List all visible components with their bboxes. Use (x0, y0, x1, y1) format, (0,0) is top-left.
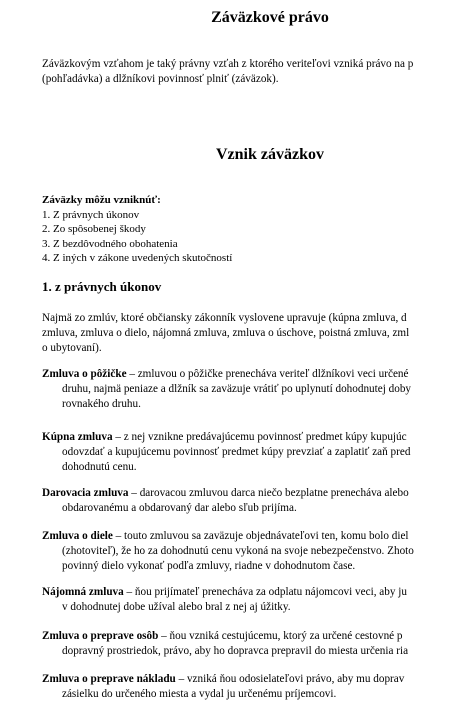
list-item: 1. Z právnych úkonov (42, 208, 140, 221)
contract-desc: – darovacou zmluvou darca niečo bezplatne prenecháva alebo (128, 487, 409, 499)
contract-term: Zmluva o diele (42, 530, 113, 542)
contract-desc-line: povinný dielo vykonať podľa zmluvy, riadne v dohodnutom čase. (62, 560, 356, 572)
contract-item (42, 629, 453, 659)
contract-term: Kúpna zmluva (42, 431, 113, 443)
contract-desc-line: zásielku do určeného miesta a vydal ju určenému príjemcovi. (62, 688, 337, 700)
contract-desc-line: obdarovanému a obdarovaný dar alebo sľub prijíma. (62, 502, 297, 514)
contract-desc-line: rovnakého druhu. (62, 398, 141, 410)
contract-item (42, 430, 453, 475)
sources-list (42, 193, 232, 266)
contract-item (42, 486, 453, 516)
sources-heading: Záväzky môžu vzniknúť: (42, 194, 161, 206)
contract-term: Nájomná zmluva (42, 586, 124, 598)
subsection-title: 1. z právnych úkonov (42, 279, 162, 294)
contract-desc: – ňou vzniká cestujúcemu, ktorý za určené cestovné p (158, 630, 403, 642)
contract-desc-line: v dohodnutej dobe užíval alebo bral z nej aj úžitky. (62, 601, 291, 613)
document-title: Záväzkové právo (211, 9, 329, 26)
subsection-intro-line: zmluva, zmluva o dielo, nájomná zmluva, zmluva o úschove, poistná zmluva, zml (42, 327, 410, 339)
contract-item (42, 672, 453, 702)
intro-line: (pohľadávka) a dlžníkovi povinnosť plniť (záväzok). (42, 73, 279, 85)
contract-desc-line: odovzdať a kupujúcemu povinnosť predmet kúpy prevziať a zaplatiť zaň pred (62, 446, 411, 458)
contract-desc: – ňou prijímateľ prenecháva za odplatu nájomcovi veci, aby ju (123, 586, 407, 598)
intro-paragraph (42, 57, 453, 87)
subsection-intro-line: Najmä zo zmlúv, ktoré občiansky zákonník vyslovene upravuje (kúpna zmluva, d (42, 312, 407, 324)
contract-term: Darovacia zmluva (42, 487, 129, 499)
contract-term: Zmluva o preprave nákladu (42, 673, 176, 685)
contract-desc: – vzniká ňou odosielateľovi právo, aby mu doprav (175, 673, 405, 685)
section-title: Vznik záväzkov (216, 146, 324, 163)
list-item: 3. Z bezdôvodného obohatenia (42, 237, 178, 250)
list-item: 2. Zo spôsobenej škody (42, 223, 146, 235)
contract-desc-line: dohodnutú cenu. (62, 461, 137, 473)
contract-desc: – touto zmluvou sa zaväzuje objednávateľovi ten, komu bolo diel (112, 530, 409, 542)
contract-desc-line: dopravný prostriedok, právo, aby ho dopravca prepravil do miesta určenia ria (62, 645, 409, 657)
contract-desc: – z nej vznikne predávajúcemu povinnosť predmet kúpy kupujúc (112, 431, 407, 443)
contract-desc: – zmluvou o pôžičke prenecháva veriteľ dlžníkovi veci určené (126, 368, 409, 380)
subsection-intro-line: o ubytovaní). (42, 342, 102, 354)
intro-line: Záväzkovým vzťahom je taký právny vzťah z ktorého veriteľovi vzniká právo na p (42, 58, 414, 70)
contract-term: Zmluva o preprave osôb (42, 630, 159, 642)
contract-item (42, 529, 453, 574)
contract-item (42, 367, 453, 412)
subsection-intro (42, 311, 453, 356)
contract-item (42, 585, 453, 615)
contract-term: Zmluva o pôžičke (42, 368, 127, 380)
list-item: 4. Z iných v zákone uvedených skutočností (42, 252, 233, 264)
contract-desc-line: druhu, najmä peniaze a dlžník sa zaväzuje vrátiť po uplynutí dohodnutej doby (62, 383, 412, 395)
contract-desc-line: (zhotoviteľ), že ho za dohodnutú cenu vykoná na svoje nebezpečenstvo. Zhoto (62, 545, 414, 557)
